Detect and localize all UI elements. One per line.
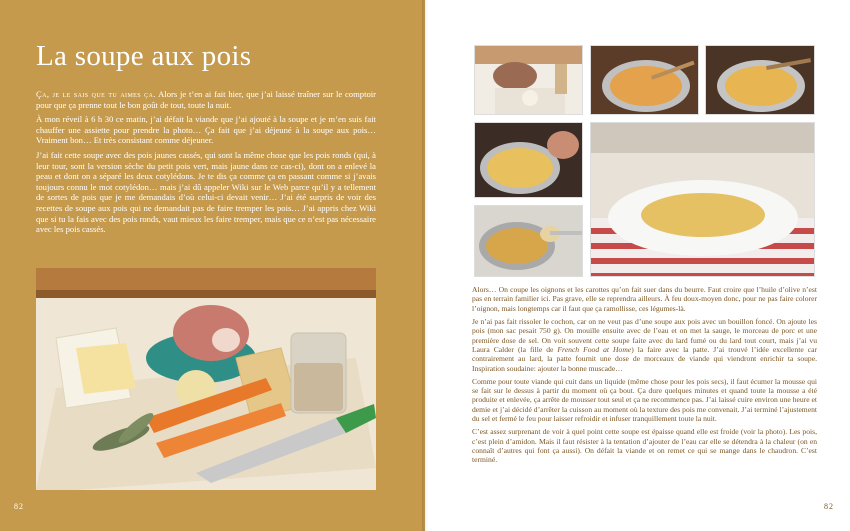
photo-skimming-foam — [474, 122, 583, 198]
left-paragraph-3: J’ai fait cette soupe avec des pois jaunes cassés, qui sont la même chose que les pois ronds (qui, à leur tour, sont la version sèche du petit pois vert, mais jaune dans ce cas-ci), dont on a enlevé la peau et dont on a séparé les deux cotylédons. Je te dis ça comme ça en passant comme si j’avais toujours connu le mot cotylédon… mais j’ai dû appeler Wiki sur le Web parce qu’il y a tellement de sortes de pois que je me demandais d’où celui-ci devait venir… J’ai été surpris de voir des recettes de soupe aux pois qui ne demandait pas de faire tremper les pois… J’ai appris chez Wiki que si tu la fais avec des pois ronds, vaut mieux les faire tremper, mais que ce n’est pas nécessaire avec les pois cassés. — [36, 149, 376, 235]
right-page — [425, 0, 850, 531]
book-title: French Food at Home — [557, 344, 632, 354]
page-number-right: 82 — [824, 502, 834, 511]
left-paragraph-2: À mon réveil à 6 h 30 ce matin, j’ai défait la viande que j’ai ajouté à la soupe et je m’en suis fait chauffer une assiette pour prendre la photo… Ça fait que j’ai déjeuné à la soupe aux pois… Vraiment bon… Et très consistant comme déjeuner. — [36, 114, 376, 146]
photo-chopping-vegetables — [474, 45, 583, 115]
left-paragraph-1 — [36, 89, 376, 110]
right-paragraph-4: C’est assez surprenant de voir à quel point cette soupe est épaisse quand elle est froide (voir la photo). Les pois, c’est plein d’amidon. Mais il faut résister à la tentation d’ajouter de l’eau car elle se détendra à la chaleur (on en connaît d’autres qui font ça aussi). On défait la viande et on remet ce qui se mange dans le chaudron. C’est terminé. — [472, 427, 817, 465]
photo-soup-bowl — [590, 122, 815, 277]
right-paragraph-3: Comme pour toute viande qui cuit dans un liquide (même chose pour les pois secs), il faut écumer la mousse qui se fait sur le dessus à partir du moment où ça bout. Ça dure quelques minutes et quand toute la mousse a été produite et enlevée, ça arrête de mousser tout seul et ça ne recommence pas. J’ai laissé cuire environ une heure et demie et j’ai décidé d’arrêter la cuisson au moment où la texture des pois me convenait. J’ai terminé l’ajustement du sel et fermé le feu pour laisser refroidir et infuser tranquillement toute la nuit. — [472, 376, 817, 424]
page-number-left: 82 — [14, 502, 24, 511]
paragraph-text: Je n’ai pas fait rissoler le cochon, car on ne veut pas d’une soupe aux pois avec un bouillon foncé. On ajoute les pois (mon sac pesait 750 g). On mouille ensuite avec de l’eau et on met la sauge, le morceau de porc et une première dose de sel. On voit souvent cette soupe faite avec du lard fumé ou du lard tout court, mais j’ai vu Laura Calder (la fille de — [472, 316, 817, 354]
photo-pot-peas-water — [705, 45, 815, 115]
photo-pot-thick-soup — [474, 205, 583, 277]
lead-in: Ça, je le sais que tu aimes ça. — [36, 89, 156, 99]
paragraph-text: ) la faire avec la patte. J’ai trouvé l’idée excellente car contrairement au lard, la patte fournit une dose de morceaux de viande qui viendront enrichir ta soupe. Inspiration soudaine: ajouter la bonne muscade… — [472, 344, 817, 373]
right-body-text — [472, 285, 817, 468]
right-paragraph-2 — [472, 317, 817, 373]
right-paragraph-1: Alors… On coupe les oignons et les carottes qu’on fait suer dans du beurre. Faut croire que l’huile d’olive n’est pas en terrain familier ici. Pas grave, elle se reprendra ailleurs. À feu doux-moyen donc, pour ne pas faire colorer l’oignon, mais longtemps car il faut que ça ramollisse, ces légumes-là. — [472, 285, 817, 313]
ingredients-photo — [36, 268, 376, 490]
paragraph-text: Alors je t’en ai fait hier, que j’ai laissé traîner sur le comptoir pour que ça prenne tout le bon goût de tout, toute la nuit. — [36, 89, 376, 110]
page-title: La soupe aux pois — [36, 40, 252, 72]
spine-shadow — [422, 0, 428, 531]
left-body-text — [36, 89, 376, 239]
photo-pot-vegetables — [590, 45, 699, 115]
